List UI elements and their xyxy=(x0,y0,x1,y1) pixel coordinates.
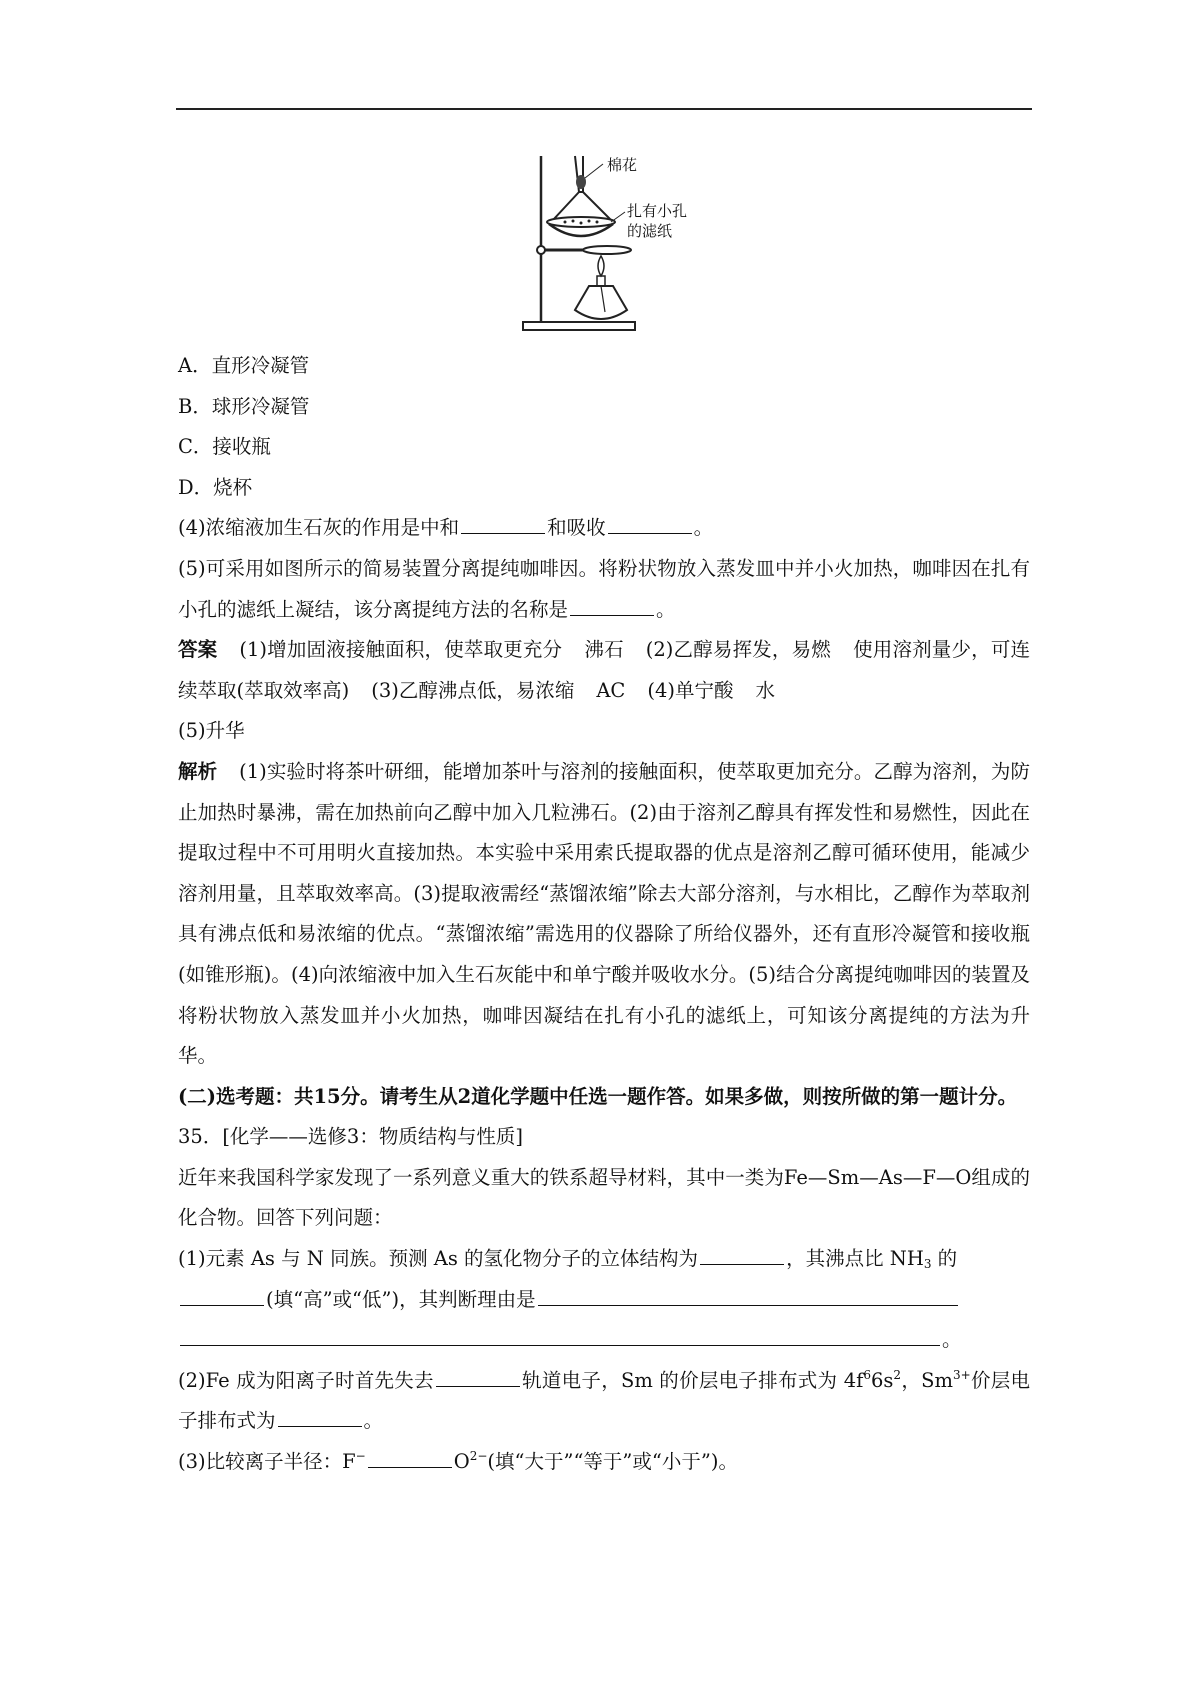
document-body xyxy=(178,346,1030,1483)
analysis-paragraph: 解析 (1)实验时将茶叶研细，能增加茶叶与溶剂的接触面积，使萃取更加充分。乙醇为溶剂，为防止加热时暴沸，需在加热前向乙醇中加入几粒沸石。(2)由于溶剂乙醇具有挥发性和易燃性，因此在提取过程中不可用明火直接加热。本实验中采用索氏提取器的优点是溶剂乙醇可循环使用，能减少溶剂用量，且萃取效率高。(3)提取液需经“蒸馏浓缩”除去大部分溶剂，与水相比，乙醇作为萃取剂具有沸点低和易浓缩的优点。“蒸馏浓缩”需选用的仪器除了所给仪器外，还有直形冷凝管和接收瓶(如锥形瓶)。(4)向浓缩液中加入生石灰能中和单宁酸并吸收水分。(5)结合分离提纯咖啡因的装置及将粉状物放入蒸发皿并小火加热，咖啡因凝结在扎有小孔的滤纸上，可知该分离提纯的方法为升华。 xyxy=(178,759,1030,1068)
question-35-part1: (1)元素 As 与 N 同族。预测 As 的氢化物分子的立体结构为 ，其沸点比 $NH_3$ 的 (填“高”或“低”)，其判断理由是 。 xyxy=(178,1247,962,1352)
question-35-part3: (3)比较离子半径：F− $O^{2-}$(填“大于”“等于”或“小于”)。 xyxy=(178,1449,738,1474)
label-cotton: 棉花 xyxy=(607,156,638,174)
answer-blank xyxy=(608,532,692,534)
option-d: D．烧杯 xyxy=(178,475,253,499)
question-35-part2: (2)Fe 成为阳离子时首先失去 轨道电子，Sm 的价层电子排布式为 $4f^66s^2$，$Sm^{3+}$价层电子排布式为 。 xyxy=(178,1367,1030,1433)
answer-blank-full xyxy=(180,1344,940,1346)
answer-paragraph: 答案 (1)增加固液接触面积，使萃取更充分 沸石 (2)乙醇易挥发，易燃 使用溶剂量少，可连续萃取(萃取效率高) (3)乙醇沸点低，易浓缩 AC (4)单宁酸 水 xyxy=(178,638,1030,702)
question-5: (5)可采用如图所示的简易装置分离提纯咖啡因。将粉状物放入蒸发皿中并小火加热，咖啡因在扎有小孔的滤纸上凝结，该分离提纯方法的名称是 。 xyxy=(178,556,1030,621)
section-heading: (二)选考题：共15分。请考生从2道化学题中任选一题作答。如果多做，则按所做的第一题计分。 xyxy=(178,1084,1018,1108)
apparatus-drawing xyxy=(515,152,715,338)
option-a: A．直形冷凝管 xyxy=(178,354,310,377)
option-c: C．接收瓶 xyxy=(178,435,271,459)
question-35-intro: 近年来我国科学家发现了一系列意义重大的铁系超导材料，其中一类为Fe—Sm—As—F—O组成的化合物。回答下列问题： xyxy=(178,1165,1030,1230)
question-4: (4)浓缩液加生石灰的作用是中和 和吸收 。 xyxy=(178,516,714,540)
question-35-title: 35．[化学——选修3：物质结构与性质] xyxy=(178,1125,523,1149)
label-filter-line1: 扎有小孔 xyxy=(627,202,688,220)
answer-blank xyxy=(180,1304,264,1306)
answer-label: 答案 xyxy=(178,638,218,662)
option-b: B．球形冷凝管 xyxy=(178,394,310,418)
answer-blank-long xyxy=(538,1304,958,1306)
label-filter-line2: 的滤纸 xyxy=(627,222,673,240)
analysis-label: 解析 xyxy=(178,759,218,783)
answer-blank xyxy=(570,614,654,616)
answer-blank xyxy=(461,532,545,534)
answer-blank xyxy=(436,1385,520,1387)
answer-blank xyxy=(368,1466,452,1468)
header-rule xyxy=(176,108,1032,110)
answer-blank xyxy=(278,1425,362,1427)
answer-blank xyxy=(700,1263,784,1265)
answer-part5: (5)升华 xyxy=(178,719,245,743)
sublimation-apparatus-figure xyxy=(515,152,715,338)
